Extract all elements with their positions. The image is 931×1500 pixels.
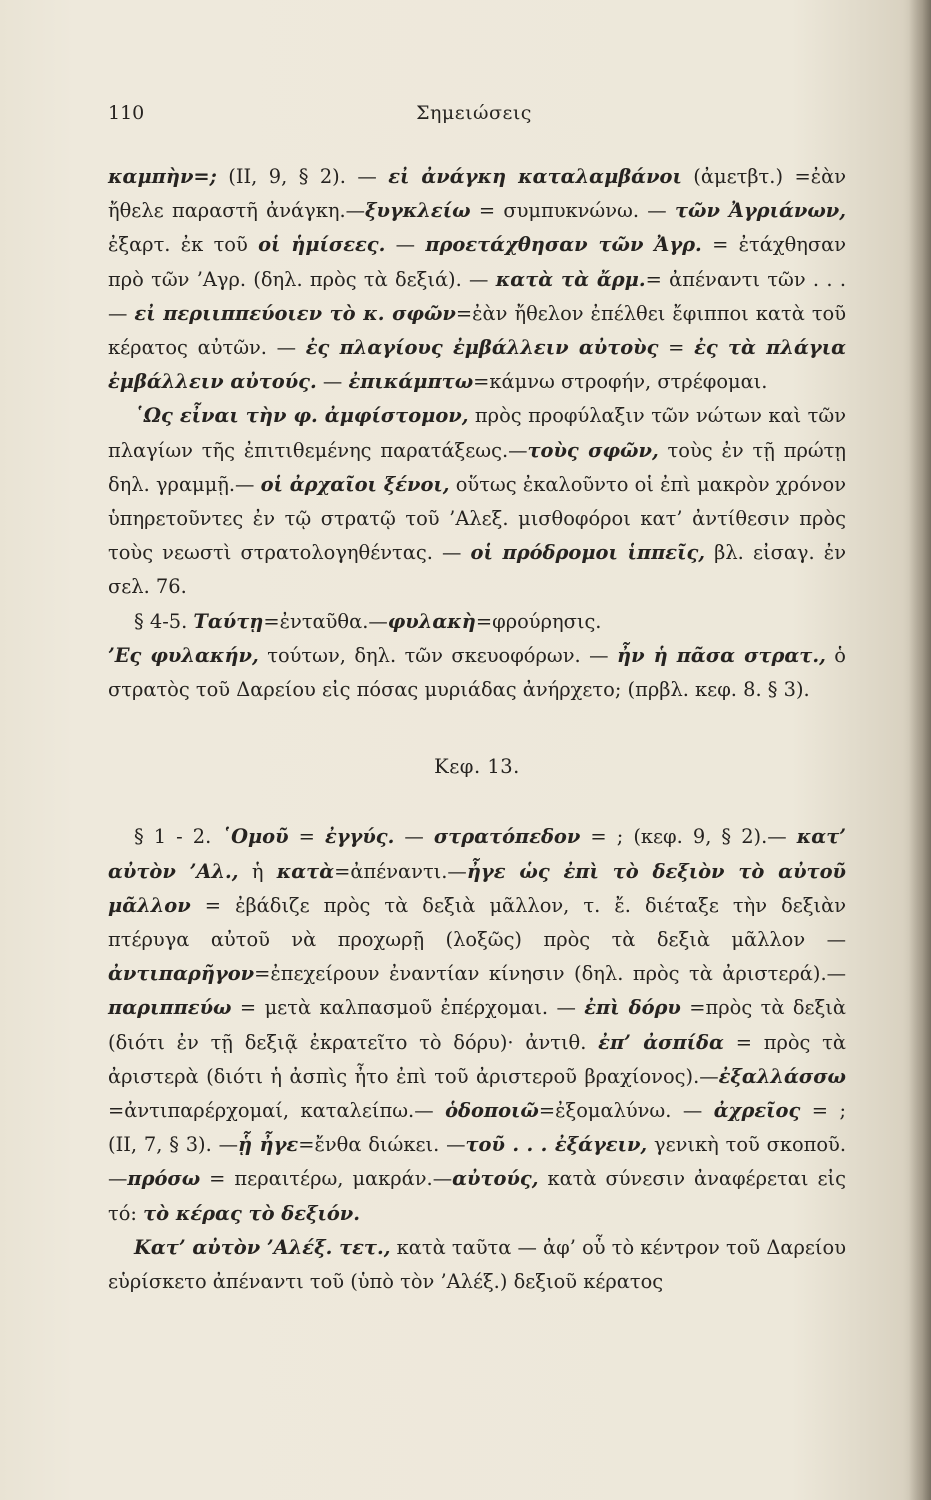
gloss: (ἀμετβτ.) =ἐὰν ἤθελε παραστῆ ἀνάγκη.— (108, 165, 846, 223)
gloss: = μετὰ καλπασμοῦ ἐπέρχομαι. — (231, 996, 585, 1020)
gloss: (ΙΙ, 9, § 2). — (216, 165, 389, 188)
section-mark: § 4-5. (134, 609, 194, 633)
lemma: ῾Ως εἶναι τὴν φ. ἀμφίστομον, (134, 404, 469, 428)
paragraph-2 (108, 399, 846, 604)
page-spine-shadow (909, 0, 931, 1500)
section-mark: § 1 - 2. (134, 825, 222, 849)
lemma: φυλακὴ (387, 609, 476, 633)
paragraph-1 (108, 160, 846, 399)
page-number: 110 (108, 102, 145, 124)
gloss: κατὰ σύνεσιν ἀναφέρεται εἰς τό: (108, 1167, 846, 1225)
lemma: ἐς πλαγίους ἐμβάλλειν αὐτοὺς (305, 336, 659, 360)
gloss: ἐξαρτ. ἐκ τοῦ (108, 233, 259, 257)
gloss: ὁ στρατὸς τοῦ Δαρείου εἰς πόσας μυριάδας ἀνήρχετο; (πρβλ. κεφ. 8. § 3). (108, 643, 846, 702)
lemma: ῾Ομοῦ (221, 825, 289, 849)
gloss: = ; (ΙΙ, 7, § 3). — (108, 1099, 846, 1157)
lemma: προετάχθησαν τῶν Ἀγρ. (425, 233, 702, 257)
lemma: Ταύτῃ (193, 609, 264, 633)
gloss: =ἐπεχείρουν ἐναντίαν κίνησιν (δηλ. πρὸς τὰ ἀριστερά).— (254, 962, 846, 986)
lemma: ἐξαλλάσσω (718, 1064, 846, 1088)
gloss: = (288, 825, 325, 849)
gloss: — (385, 233, 426, 257)
lemma: ἐπὶ δόρυ (584, 996, 681, 1020)
gloss: = ; (κεφ. 9, § 2).— (580, 825, 797, 849)
gloss: =ἀπέναντι.— (334, 859, 467, 883)
lemma: ὁδοποιῶ (445, 1099, 539, 1123)
gloss: — (316, 370, 349, 394)
lemma: ἦγε ὡς ἐπὶ τὸ δεξιὸν τὸ αὐτοῦ μᾶλλον (108, 859, 846, 917)
gloss: =ἐνταῦθα.— (263, 609, 388, 633)
gloss: τοὺς ἐν τῇ πρώτῃ δηλ. γραμμῇ.— (108, 438, 846, 496)
gloss: =ἐὰν ἤθελον ἐπέλθει ἔφιπποι κατὰ τοῦ κέρατος αὐτῶν. — (108, 301, 847, 360)
lemma: ἐπ’ ἀσπίδα (598, 1030, 724, 1054)
lemma: στρατόπεδον (433, 825, 581, 849)
paragraph-6 (108, 1231, 846, 1299)
gloss: = ἐβάδιζε πρὸς τὰ δεξιὰ μᾶλλον, τ. ἔ. διέταξε τὴν δεξιὰν πτέρυγα αὐτοῦ νὰ προχωρῇ (λοξῶς) πρὸς τὰ δεξιὰ μᾶλλον — (108, 893, 846, 952)
gloss: = ἀπέναντι τῶν . . . — (108, 267, 846, 325)
lemma: ἐπικάμπτω (348, 370, 474, 394)
gloss: =κάμνω στροφήν, στρέφομαι. (473, 370, 768, 394)
page-header (108, 102, 840, 142)
gloss: =ἐξομαλύνω. — (538, 1099, 714, 1123)
gloss: = (658, 336, 695, 360)
lemma: οἱ πρόδρομοι ἱππεῖς, (470, 541, 706, 565)
lemma: αὐτούς, (452, 1167, 539, 1191)
lemma: τῶν Ἀγριάνων, (674, 199, 846, 223)
lemma: εἰ ἀνάγκη καταλαμβάνοι (388, 165, 682, 188)
paragraph-5 (108, 820, 846, 1230)
lemma: οἱ ἀρχαῖοι ξένοι, (260, 472, 450, 496)
gloss: = ἐτάχθησαν πρὸ τῶν ’Αγρ. (δηλ. πρὸς τὰ δεξιά). — (108, 233, 846, 291)
lemma: οἱ ἡμίσεες. (258, 233, 386, 257)
running-title: Σημειώσεις (416, 102, 532, 124)
gloss: τούτων, δηλ. τῶν σκευοφόρων. — (258, 643, 617, 667)
lemma: ξυγκλείω (365, 199, 471, 223)
lemma: ἀντιπαρῆγον (108, 962, 255, 986)
gloss: =ἔνθα διώκει. — (298, 1133, 466, 1157)
lemma: ’Ες φυλακήν, (108, 643, 259, 667)
lemma: κατ’ αὐτὸν ’Αλ., (108, 825, 846, 883)
gloss: = συμπυκνώνω. — (470, 199, 675, 223)
lemma: παριππεύω (108, 996, 232, 1020)
lemma: Κατ’ αὐτὸν ’Αλέξ. τετ., (134, 1235, 391, 1259)
lemma: κατὰ (276, 859, 335, 883)
gloss: ἡ (238, 859, 277, 883)
lemma: πρόσω (127, 1167, 201, 1191)
gloss: =φρούρησις. (475, 609, 602, 633)
lemma: ἀχρεῖος (713, 1099, 801, 1123)
lemma: ᾗ ἦγε (238, 1133, 299, 1157)
gloss: οὕτως ἐκαλοῦντο οἱ ἐπὶ μακρὸν χρόνον ὑπηρετοῦντες ἐν τῷ στρατῷ τοῦ ’Αλεξ. μισθοφόροι κατ’ ἀντίθεσιν πρὸς τοὺς νεωστὶ στρατολογηθέντας. — (108, 472, 846, 565)
lemma: τοῦ . . . ἐξάγειν, (465, 1133, 648, 1157)
gloss: πρὸς προφύλαξιν τῶν νώτων καὶ τῶν πλαγίων τῆς ἐπιτιθεμένης παρατάξεως.— (108, 404, 846, 462)
lemma: ἐγγύς. (324, 825, 395, 849)
gloss: — (394, 825, 434, 849)
gloss: βλ. εἰσαγ. ἐν σελ. 76. (108, 541, 846, 599)
gloss: = πρὸς τὰ ἀριστερὰ (διότι ἡ ἀσπὶς ἦτο ἐπὶ τοῦ ἀριστεροῦ βραχίονος).— (108, 1030, 846, 1088)
gloss: =ἀντιπαρέρχομαί, καταλείπω.— (108, 1099, 446, 1123)
lemma: τοὺς σφῶν, (527, 438, 659, 462)
gloss: = περαιτέρω, μακράν.— (200, 1167, 453, 1191)
paragraph-3 (108, 605, 846, 639)
gloss: γενικὴ τοῦ σκοποῦ.— (108, 1133, 847, 1191)
lemma: κατὰ τὰ ἄρμ. (495, 267, 646, 291)
gloss: κατὰ ταῦτα — ἀφ’ οὗ τὸ κέντρον τοῦ Δαρείου εὑρίσκετο ἀπέναντι τοῦ (ὑπὸ τὸν ’Αλέξ.) δεξιοῦ κέρατος (108, 1235, 846, 1294)
lemma: καμπὴν=; (108, 165, 217, 188)
lemma: ἦν ἡ πᾶσα στρατ., (616, 643, 826, 667)
gloss: =πρὸς τὰ δεξιὰ (διότι ἐν τῇ δεξιᾷ ἐκρατεῖτο τὸ δόρυ)· ἀντιθ. (108, 996, 846, 1054)
paragraph-4 (108, 639, 846, 707)
lemma: ἐς τὰ πλάγια ἐμβάλλειν αὐτούς. (108, 336, 846, 394)
chapter-heading: Κεφ. 13. (434, 755, 520, 779)
lemma: τὸ κέρας τὸ δεξιόν. (143, 1201, 360, 1225)
lemma: εἰ περιιππεύοιεν τὸ κ. σφῶν (134, 301, 456, 325)
page-body (108, 160, 846, 1299)
